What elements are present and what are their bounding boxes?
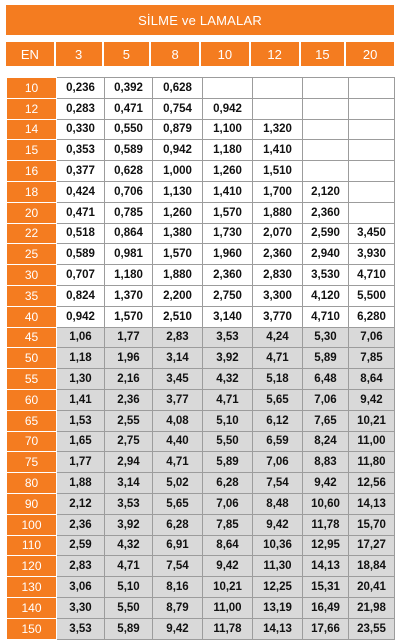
table-row: [7, 514, 395, 535]
table-row: [7, 223, 395, 244]
value-cell: 4,710: [303, 306, 349, 327]
value-cell: 1,06: [57, 327, 105, 348]
value-cell: 3,930: [349, 244, 395, 265]
value-cell: 4,710: [349, 265, 395, 286]
value-cell: 3,140: [203, 306, 253, 327]
value-cell: 0,236: [57, 78, 105, 99]
value-cell: 2,55: [105, 410, 153, 431]
value-cell: 7,06: [349, 327, 395, 348]
row-en-cell: 60: [7, 389, 57, 410]
header-cell-en: EN: [6, 42, 54, 66]
value-cell: 0,706: [105, 181, 153, 202]
value-cell: [349, 98, 395, 119]
table-row: [7, 473, 395, 494]
value-cell: 11,78: [203, 618, 253, 639]
value-cell: 2,36: [105, 389, 153, 410]
value-cell: 1,570: [153, 244, 203, 265]
value-cell: 0,628: [105, 161, 153, 182]
value-cell: 10,21: [349, 410, 395, 431]
value-cell: 11,00: [203, 597, 253, 618]
value-cell: 5,500: [349, 285, 395, 306]
value-cell: 0,754: [153, 98, 203, 119]
value-cell: [349, 140, 395, 161]
value-cell: 3,14: [153, 348, 203, 369]
value-cell: 12,25: [253, 577, 303, 598]
value-cell: [349, 78, 395, 99]
value-cell: 7,54: [253, 473, 303, 494]
value-cell: 5,89: [303, 348, 349, 369]
value-cell: 14,13: [349, 493, 395, 514]
header-cell-12: 12: [251, 42, 299, 66]
table-row: [7, 78, 395, 99]
value-cell: 1,41: [57, 389, 105, 410]
value-cell: 1,77: [57, 452, 105, 473]
column-header-row: [6, 42, 394, 66]
value-cell: 17,66: [303, 618, 349, 639]
table-row: [7, 389, 395, 410]
value-cell: 5,65: [253, 389, 303, 410]
table-row: [7, 181, 395, 202]
value-cell: 1,370: [105, 285, 153, 306]
value-cell: 0,628: [153, 78, 203, 99]
value-cell: 5,50: [203, 431, 253, 452]
value-cell: [303, 161, 349, 182]
row-en-cell: 50: [7, 348, 57, 369]
value-cell: 8,79: [153, 597, 203, 618]
value-cell: 2,12: [57, 493, 105, 514]
row-en-cell: 65: [7, 410, 57, 431]
value-cell: 5,89: [203, 452, 253, 473]
value-cell: 5,18: [253, 369, 303, 390]
row-en-cell: 150: [7, 618, 57, 639]
value-cell: 5,10: [105, 577, 153, 598]
value-cell: 2,83: [57, 556, 105, 577]
row-en-cell: 100: [7, 514, 57, 535]
value-cell: 6,91: [153, 535, 203, 556]
table-row: [7, 306, 395, 327]
table-row: [7, 327, 395, 348]
row-en-cell: 30: [7, 265, 57, 286]
value-cell: 2,16: [105, 369, 153, 390]
value-cell: 0,471: [57, 202, 105, 223]
table-row: [7, 452, 395, 473]
value-cell: 14,13: [303, 556, 349, 577]
table-row: [7, 577, 395, 598]
value-cell: 6,59: [253, 431, 303, 452]
value-cell: [349, 181, 395, 202]
value-cell: 3,92: [105, 514, 153, 535]
row-en-cell: 20: [7, 202, 57, 223]
table-row: [7, 493, 395, 514]
value-cell: 1,380: [153, 223, 203, 244]
value-cell: 11,00: [349, 431, 395, 452]
table-row: [7, 202, 395, 223]
value-cell: [303, 78, 349, 99]
value-cell: 0,942: [153, 140, 203, 161]
value-cell: 11,80: [349, 452, 395, 473]
value-cell: 0,330: [57, 119, 105, 140]
value-cell: 0,283: [57, 98, 105, 119]
table-row: [7, 597, 395, 618]
value-cell: 1,30: [57, 369, 105, 390]
row-en-cell: 55: [7, 369, 57, 390]
value-cell: 7,85: [349, 348, 395, 369]
value-cell: [303, 98, 349, 119]
value-cell: 1,53: [57, 410, 105, 431]
table-row: [7, 140, 395, 161]
header-cell-8: 8: [151, 42, 199, 66]
value-cell: 8,64: [203, 535, 253, 556]
value-cell: 0,518: [57, 223, 105, 244]
value-cell: 2,360: [253, 244, 303, 265]
table-row: [7, 119, 395, 140]
row-en-cell: 140: [7, 597, 57, 618]
value-cell: 4,32: [105, 535, 153, 556]
row-en-cell: 40: [7, 306, 57, 327]
value-cell: 0,707: [57, 265, 105, 286]
value-cell: 1,100: [203, 119, 253, 140]
value-cell: 8,64: [349, 369, 395, 390]
value-cell: 2,94: [105, 452, 153, 473]
value-cell: 1,320: [253, 119, 303, 140]
value-cell: 2,59: [57, 535, 105, 556]
value-cell: 4,32: [203, 369, 253, 390]
table-row: [7, 431, 395, 452]
value-cell: 0,942: [203, 98, 253, 119]
value-cell: 2,360: [303, 202, 349, 223]
value-cell: 3,14: [105, 473, 153, 494]
weight-table: [6, 77, 395, 640]
row-en-cell: 10: [7, 78, 57, 99]
value-cell: 3,30: [57, 597, 105, 618]
value-cell: 1,260: [153, 202, 203, 223]
value-cell: 3,53: [203, 327, 253, 348]
row-en-cell: 70: [7, 431, 57, 452]
value-cell: 8,83: [303, 452, 349, 473]
table-row: [7, 98, 395, 119]
value-cell: 0,392: [105, 78, 153, 99]
value-cell: 4,71: [105, 556, 153, 577]
value-cell: 3,770: [253, 306, 303, 327]
value-cell: 1,410: [203, 181, 253, 202]
value-cell: 2,510: [153, 306, 203, 327]
value-cell: 1,180: [203, 140, 253, 161]
value-cell: 6,48: [303, 369, 349, 390]
value-cell: 2,750: [203, 285, 253, 306]
value-cell: 5,50: [105, 597, 153, 618]
value-cell: 4,120: [303, 285, 349, 306]
value-cell: 10,36: [253, 535, 303, 556]
value-cell: 14,13: [253, 618, 303, 639]
value-cell: 0,377: [57, 161, 105, 182]
value-cell: 5,65: [153, 493, 203, 514]
row-en-cell: 75: [7, 452, 57, 473]
table-title: SİLME ve LAMALAR: [6, 5, 394, 35]
value-cell: 9,42: [253, 514, 303, 535]
value-cell: 7,06: [203, 493, 253, 514]
row-en-cell: 90: [7, 493, 57, 514]
value-cell: 1,880: [153, 265, 203, 286]
value-cell: [349, 161, 395, 182]
value-cell: 0,471: [105, 98, 153, 119]
value-cell: 9,42: [203, 556, 253, 577]
value-cell: 0,424: [57, 181, 105, 202]
value-cell: 0,981: [105, 244, 153, 265]
value-cell: 4,08: [153, 410, 203, 431]
value-cell: 6,28: [153, 514, 203, 535]
value-cell: 3,92: [203, 348, 253, 369]
value-cell: 1,410: [253, 140, 303, 161]
value-cell: 4,40: [153, 431, 203, 452]
table-row: [7, 265, 395, 286]
table-body: [7, 78, 395, 640]
value-cell: 9,42: [303, 473, 349, 494]
header-cell-10: 10: [201, 42, 249, 66]
value-cell: 11,78: [303, 514, 349, 535]
value-cell: 1,96: [105, 348, 153, 369]
value-cell: 6,280: [349, 306, 395, 327]
value-cell: 3,45: [153, 369, 203, 390]
value-cell: 1,88: [57, 473, 105, 494]
value-cell: 17,27: [349, 535, 395, 556]
row-en-cell: 130: [7, 577, 57, 598]
value-cell: 6,12: [253, 410, 303, 431]
value-cell: 3,77: [153, 389, 203, 410]
value-cell: 4,71: [153, 452, 203, 473]
value-cell: 11,30: [253, 556, 303, 577]
row-en-cell: 25: [7, 244, 57, 265]
value-cell: 8,48: [253, 493, 303, 514]
row-en-cell: 12: [7, 98, 57, 119]
value-cell: 10,60: [303, 493, 349, 514]
value-cell: 3,53: [57, 618, 105, 639]
value-cell: 0,824: [57, 285, 105, 306]
value-cell: 2,200: [153, 285, 203, 306]
table-row: [7, 369, 395, 390]
row-en-cell: 120: [7, 556, 57, 577]
value-cell: [253, 98, 303, 119]
value-cell: 7,06: [303, 389, 349, 410]
value-cell: 5,10: [203, 410, 253, 431]
row-en-cell: 45: [7, 327, 57, 348]
table-row: [7, 410, 395, 431]
value-cell: 2,830: [253, 265, 303, 286]
value-cell: 1,18: [57, 348, 105, 369]
table-row: [7, 556, 395, 577]
value-cell: 1,260: [203, 161, 253, 182]
value-cell: 4,24: [253, 327, 303, 348]
value-cell: 1,65: [57, 431, 105, 452]
value-cell: [303, 140, 349, 161]
value-cell: 5,89: [105, 618, 153, 639]
row-en-cell: 15: [7, 140, 57, 161]
value-cell: [253, 78, 303, 99]
value-cell: [349, 202, 395, 223]
value-cell: 3,53: [105, 493, 153, 514]
value-cell: 5,30: [303, 327, 349, 348]
value-cell: [349, 119, 395, 140]
value-cell: 0,353: [57, 140, 105, 161]
table-row: [7, 161, 395, 182]
value-cell: 1,510: [253, 161, 303, 182]
value-cell: 5,02: [153, 473, 203, 494]
value-cell: 9,42: [349, 389, 395, 410]
value-cell: 0,589: [57, 244, 105, 265]
table-row: [7, 348, 395, 369]
value-cell: 0,550: [105, 119, 153, 140]
value-cell: 9,42: [153, 618, 203, 639]
value-cell: 1,730: [203, 223, 253, 244]
table-row: [7, 618, 395, 639]
value-cell: 8,16: [153, 577, 203, 598]
value-cell: 10,21: [203, 577, 253, 598]
value-cell: 16,49: [303, 597, 349, 618]
value-cell: 13,19: [253, 597, 303, 618]
value-cell: 7,54: [153, 556, 203, 577]
table-row: [7, 244, 395, 265]
value-cell: 1,77: [105, 327, 153, 348]
value-cell: 8,24: [303, 431, 349, 452]
value-cell: [203, 78, 253, 99]
table-row: [7, 535, 395, 556]
row-en-cell: 80: [7, 473, 57, 494]
value-cell: 0,942: [57, 306, 105, 327]
value-cell: 2,070: [253, 223, 303, 244]
value-cell: 2,83: [153, 327, 203, 348]
value-cell: 1,130: [153, 181, 203, 202]
value-cell: [303, 119, 349, 140]
value-cell: 0,785: [105, 202, 153, 223]
value-cell: 2,36: [57, 514, 105, 535]
value-cell: 1,570: [203, 202, 253, 223]
value-cell: 0,589: [105, 140, 153, 161]
value-cell: 20,41: [349, 577, 395, 598]
value-cell: 3,06: [57, 577, 105, 598]
header-cell-3: 3: [56, 42, 102, 66]
header-cell-15: 15: [301, 42, 345, 66]
value-cell: 12,56: [349, 473, 395, 494]
row-en-cell: 18: [7, 181, 57, 202]
value-cell: 2,590: [303, 223, 349, 244]
value-cell: 4,71: [253, 348, 303, 369]
value-cell: 0,864: [105, 223, 153, 244]
header-cell-5: 5: [104, 42, 150, 66]
header-cell-20: 20: [346, 42, 394, 66]
value-cell: 18,84: [349, 556, 395, 577]
table-row: [7, 285, 395, 306]
value-cell: 3,530: [303, 265, 349, 286]
row-en-cell: 16: [7, 161, 57, 182]
value-cell: 1,700: [253, 181, 303, 202]
value-cell: 2,940: [303, 244, 349, 265]
value-cell: 3,450: [349, 223, 395, 244]
row-en-cell: 14: [7, 119, 57, 140]
value-cell: 15,70: [349, 514, 395, 535]
row-en-cell: 22: [7, 223, 57, 244]
value-cell: 7,65: [303, 410, 349, 431]
value-cell: 2,360: [203, 265, 253, 286]
value-cell: 1,180: [105, 265, 153, 286]
row-en-cell: 35: [7, 285, 57, 306]
value-cell: 7,06: [253, 452, 303, 473]
value-cell: 1,000: [153, 161, 203, 182]
value-cell: 23,55: [349, 618, 395, 639]
value-cell: 6,28: [203, 473, 253, 494]
row-en-cell: 110: [7, 535, 57, 556]
value-cell: 1,880: [253, 202, 303, 223]
value-cell: 12,95: [303, 535, 349, 556]
value-cell: 2,75: [105, 431, 153, 452]
value-cell: 0,879: [153, 119, 203, 140]
value-cell: 3,300: [253, 285, 303, 306]
value-cell: 2,120: [303, 181, 349, 202]
value-cell: 4,71: [203, 389, 253, 410]
value-cell: 21,98: [349, 597, 395, 618]
value-cell: 15,31: [303, 577, 349, 598]
value-cell: 1,960: [203, 244, 253, 265]
value-cell: 7,85: [203, 514, 253, 535]
value-cell: 1,570: [105, 306, 153, 327]
